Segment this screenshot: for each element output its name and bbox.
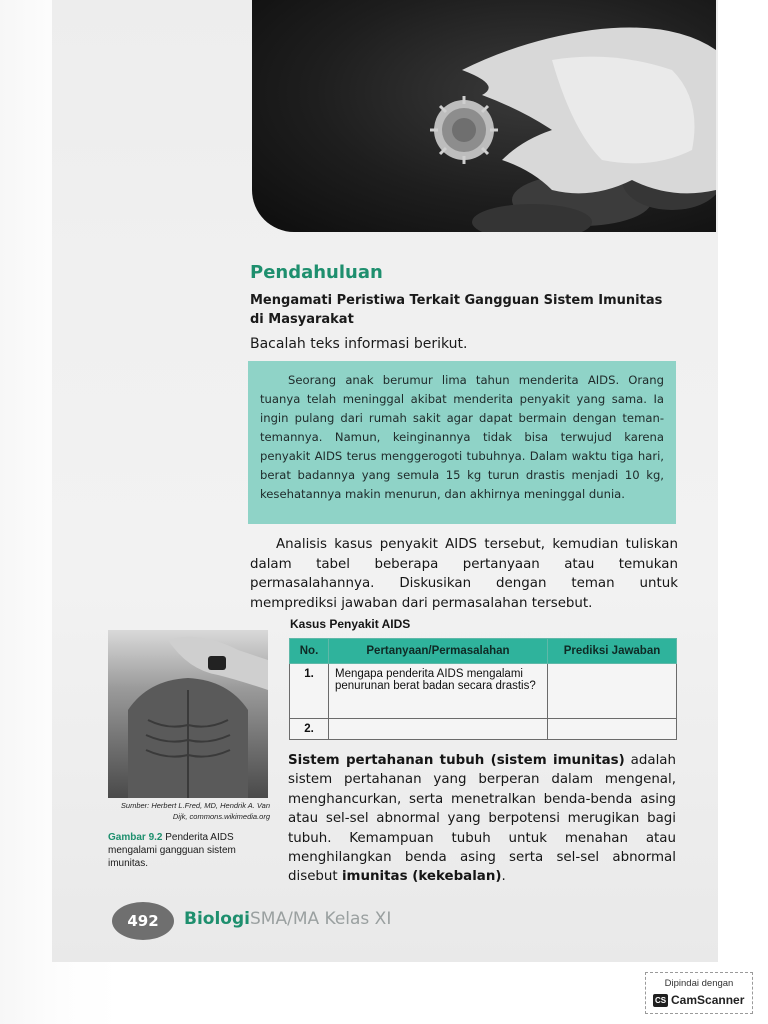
page-number-badge: 492 (112, 902, 174, 940)
camscanner-logo-icon: CS (654, 996, 667, 1005)
footer-book-subtitle: SMA/MA Kelas XI (250, 909, 392, 929)
patient-illustration (108, 630, 268, 798)
footer-book-title: Biologi (184, 909, 250, 929)
table-header-row (290, 639, 677, 664)
watermark-line: Dipindai dengan (664, 978, 734, 989)
analysis-paragraph: Analisis kasus penyakit AIDS tersebut, kemudian tuliskan dalam tabel beberapa pertanyaan atau temukan permasalahannya. Diskusikan dengan teman untuk memprediksi jawaban dari permasalahan tersebut. (250, 537, 678, 611)
macrophage-virus-photo (252, 0, 716, 232)
instruction-text: Bacalah teks informasi berikut. (250, 336, 468, 352)
figure-caption-text: Penderita AIDS mengalami gangguan sistem imunitas. (108, 832, 236, 869)
figure-label: Gambar 9.2 (108, 832, 163, 843)
story-box (248, 361, 676, 524)
story-text: Seorang anak berumur lima tahun menderita AIDS. Orang tuanya telah meninggal akibat menderita penyakit yang sama. Ia ingin pulang dari rumah sakit agar dapat bermain dengan teman-temannya. Namun, keinginannya tidak bisa terwujud karena penyakit AIDS terus menggerogoti tubuhnya. Dalam waktu tiga hari, berat badannya yang semula 15 kg turun drastis menjadi 10 kg, kesehatannya makin menurun, dan akhirnya meninggal dunia. (260, 373, 664, 501)
figure-source: Sumber: Herbert L.Fred, MD, Hendrik A. Van Dijk, commons.wikimedia.org (120, 801, 270, 821)
camscanner-watermark (645, 972, 753, 1014)
row-answer (548, 664, 677, 719)
case-table (289, 638, 677, 740)
row-number: 1. (290, 664, 329, 719)
term-immune-system: Sistem pertahanan tubuh (sistem imunitas) (288, 753, 625, 768)
row-number: 2. (290, 719, 329, 740)
photo-illustration (252, 0, 716, 232)
immunity-paragraph (288, 751, 676, 887)
table-row (290, 664, 677, 719)
table-title: Kasus Penyakit AIDS (290, 617, 411, 631)
row-question (329, 719, 548, 740)
section-subheading: Mengamati Peristiwa Terkait Gangguan Sistem Imunitas di Masyarakat (250, 293, 663, 327)
header-no: No. (290, 639, 329, 664)
row-question: Mengapa penderita AIDS mengalami penurunan berat badan secara drastis? (329, 664, 548, 719)
paragraph-end: . (501, 869, 506, 885)
figure-caption (108, 831, 268, 870)
row-answer (548, 719, 677, 740)
header-answer: Prediksi Jawaban (548, 639, 677, 664)
table-row (290, 719, 677, 740)
term-immunity: imunitas (kekebalan) (341, 869, 502, 885)
paragraph-text: adalah sistem pertahanan yang berperan dalam mengenal, menghancurkan, serta menetralkan benda-benda asing atau sel-sel abnormal yang berpotensi merugikan bagi tubuh. Kemampuan tubuh untuk menahan atau menghilangkan benda asing serta sel-sel abnormal disebut (288, 753, 676, 885)
patient-photo (108, 630, 268, 798)
watermark-name: CamScanner (671, 993, 745, 1007)
section-heading: Pendahuluan (250, 262, 383, 283)
header-question: Pertanyaan/Permasalahan (329, 639, 548, 664)
